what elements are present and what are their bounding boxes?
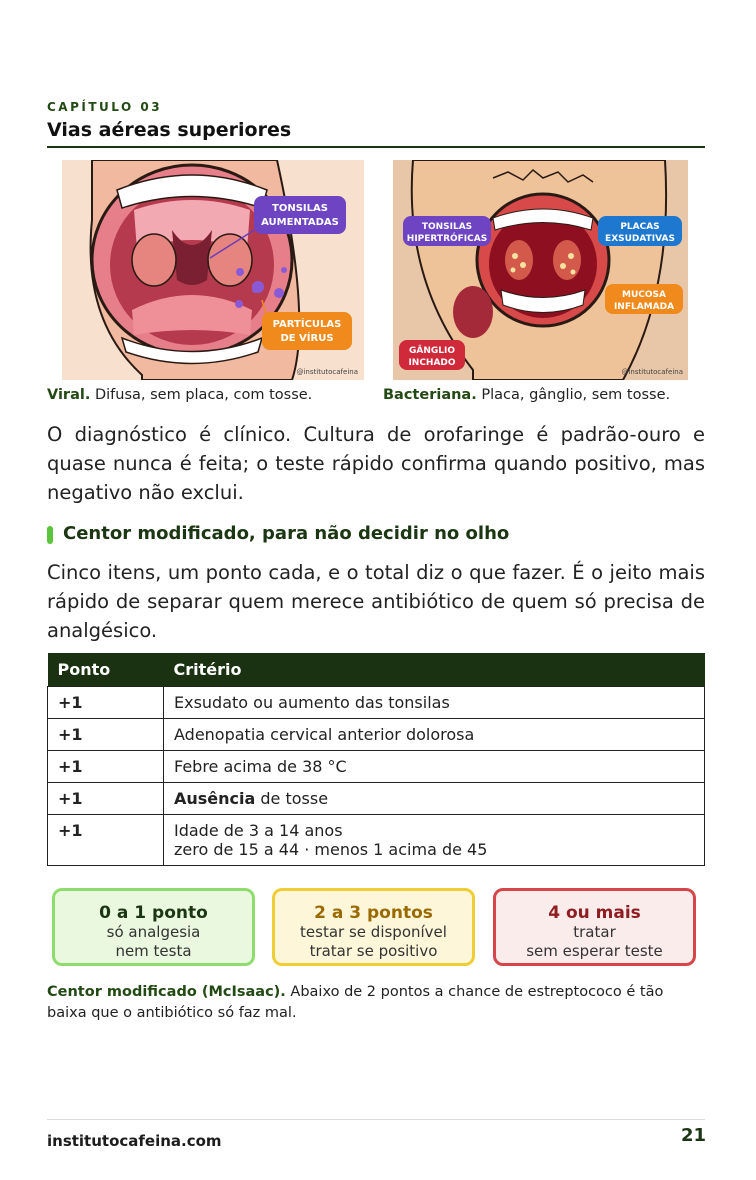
score-line1: só analgesia <box>106 923 201 941</box>
label-exsudativas: EXSUDATIVAS <box>605 234 675 244</box>
score-box-low <box>52 888 255 966</box>
header-ponto: Ponto <box>48 653 164 687</box>
centor-note <box>47 982 707 1024</box>
note-text: Abaixo de 2 pontos a chance de estreptococo é tão baixa que o antibiótico só faz mal. <box>47 984 664 1021</box>
centor-table <box>47 653 705 866</box>
row-criterion: Febre acima de 38 °C <box>164 751 705 783</box>
score-line2: tratar se positivo <box>309 942 438 960</box>
score-box-mid <box>272 888 475 966</box>
score-heading: 4 ou mais <box>548 903 641 923</box>
label-inflamada: INFLAMADA <box>613 302 675 312</box>
row-criterion-rest: de tosse <box>255 789 329 808</box>
table-row <box>48 687 705 719</box>
bacterial-throat-illustration <box>393 160 688 380</box>
score-line1: tratar <box>573 923 616 941</box>
label-ganglio: GÂNGLIO <box>408 346 456 356</box>
intro-paragraph: O diagnóstico é clínico. Cultura de orofaringe é padrão-ouro e quase nunca é feita; o teste rápido confirma quando positivo, mas negativo não exclui. <box>47 423 705 504</box>
score-line2: sem esperar teste <box>526 942 663 960</box>
bacterial-caption <box>383 387 670 403</box>
footer-divider <box>47 1119 705 1120</box>
row-criterion: Exsudato ou aumento das tonsilas <box>164 687 705 719</box>
row-point: +1 <box>48 719 164 751</box>
row-criterion-bold: Ausência <box>174 789 256 808</box>
table-row <box>48 751 705 783</box>
bacterial-caption-text: Placa, gânglio, sem tosse. <box>476 387 671 403</box>
row-point: +1 <box>48 751 164 783</box>
viral-caption-bold: Viral. <box>47 387 91 403</box>
chapter-label: CAPÍTULO 03 <box>47 100 163 114</box>
note-bold: Centor modificado (McIsaac). <box>47 984 286 1000</box>
bacterial-caption-bold: Bacteriana. <box>383 387 477 403</box>
header-criterio: Critério <box>164 653 705 687</box>
section-accent-bar <box>47 526 53 544</box>
row-point: +1 <box>48 783 164 815</box>
label-tonsilas: TONSILAS <box>272 203 328 214</box>
label-hipertroficas: HIPERTRÓFICAS <box>406 234 488 244</box>
footer-site: institutocafeina.com <box>47 1132 222 1150</box>
viral-throat-illustration <box>62 160 364 380</box>
row-criterion-line1: Idade de 3 a 14 anos <box>174 821 343 840</box>
score-heading: 0 a 1 ponto <box>99 903 208 923</box>
table-row <box>48 815 705 866</box>
row-point: +1 <box>48 815 164 866</box>
label-tonsilas-b: TONSILAS <box>421 222 473 232</box>
row-criterion: Adenopatia cervical anterior dolorosa <box>164 719 705 751</box>
table-row <box>48 719 705 751</box>
label-de-virus: DE VÍRUS <box>280 333 334 344</box>
label-inchado: INCHADO <box>408 358 456 368</box>
score-heading: 2 a 3 pontos <box>314 903 433 923</box>
section-paragraph: Cinco itens, um ponto cada, e o total diz o que fazer. É o jeito mais rápido de separar quem merece antibiótico de quem só precisa de analgésico. <box>47 561 705 642</box>
score-box-high <box>493 888 696 966</box>
score-line1: testar se disponível <box>300 923 447 941</box>
label-aumentadas: AUMENTADAS <box>261 217 339 228</box>
row-criterion <box>164 815 705 866</box>
row-criterion <box>164 783 705 815</box>
label-particulas: PARTÍCULAS <box>272 319 342 330</box>
row-point: +1 <box>48 687 164 719</box>
page-title: Vias aéreas superiores <box>47 119 292 141</box>
table-row <box>48 783 705 815</box>
label-placas: PLACAS <box>620 222 660 232</box>
row-criterion-line2: zero de 15 a 44 · menos 1 acima de 45 <box>174 840 488 859</box>
table-header-row <box>48 653 705 687</box>
header-divider <box>47 146 705 148</box>
score-line2: nem testa <box>115 942 192 960</box>
bacterial-watermark: @institutocafeina <box>621 368 683 376</box>
page-number: 21 <box>680 1125 706 1146</box>
viral-watermark: @institutocafeina <box>296 368 358 376</box>
viral-caption <box>47 387 312 403</box>
section-title: Centor modificado, para não decidir no olho <box>63 523 510 544</box>
viral-caption-text: Difusa, sem placa, com tosse. <box>90 387 313 403</box>
label-mucosa: MUCOSA <box>622 290 666 300</box>
